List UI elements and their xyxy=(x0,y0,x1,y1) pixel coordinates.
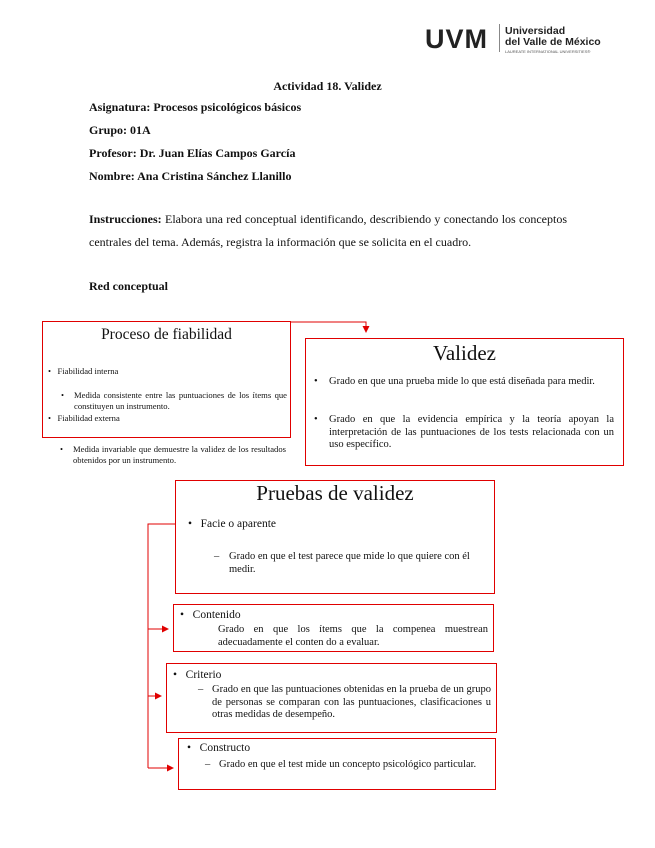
fiabilidad-item2-text: Fiabilidad externa xyxy=(57,413,120,423)
nombre: Nombre: Ana Cristina Sánchez Llanillo xyxy=(89,169,292,183)
validez-item2: • Grado en que la evidencia empírica y la teoría apoyan la interpretación de las puntuaciones de los tests relacionada con un uso específico. xyxy=(314,414,614,450)
facie-sub: – Grado en que el test parece que mide lo que quiere con él medir. xyxy=(214,551,489,576)
validez-item1: • Grado en que una prueba mide lo que está diseñada para medir. xyxy=(314,376,614,389)
logo-name-line1: Universidad xyxy=(505,25,566,37)
instructions-text: Elabora una red conceptual identificando, describiendo y conectando los conceptos centrales del tema. Además, registra la información que se solicita en el cuadro. xyxy=(89,212,567,249)
uvm-logo-brand: UVM xyxy=(425,24,488,54)
pruebas-title: Pruebas de validez xyxy=(256,481,414,505)
constructo-box xyxy=(178,738,496,790)
section-title: Red conceptual xyxy=(89,279,168,293)
fiabilidad-item1-text: Fiabilidad interna xyxy=(57,366,119,376)
criterio-box xyxy=(166,663,497,733)
contenido-text: Contenido xyxy=(192,609,241,621)
grupo: Grupo: 01A xyxy=(89,123,151,137)
validez-title: Validez xyxy=(433,341,496,365)
facie-text: Facie o aparente xyxy=(200,518,277,530)
criterio-text: Criterio xyxy=(185,669,222,681)
asignatura: Asignatura: Procesos psicológicos básicos xyxy=(89,100,302,114)
constructo-item: • Constructo xyxy=(187,742,251,754)
fiabilidad-item2-sub-text: Medida invariable que demuestre la validez de los resultados obtenidos por un instrumento. xyxy=(73,444,286,465)
validez-box xyxy=(305,338,624,466)
logo-name-line2: del Valle de México xyxy=(505,36,601,48)
constructo-text: Constructo xyxy=(199,742,251,754)
fiabilidad-item2-sub: • Medida invariable que demuestre la validez de los resultados obtenidos por un instrumento. xyxy=(60,444,286,465)
fiabilidad-title: Proceso de fiabilidad xyxy=(101,326,232,343)
pruebas-box xyxy=(175,480,495,594)
contenido-box xyxy=(173,604,494,652)
logo-tagline: LAUREATE INTERNATIONAL UNIVERSITIES® xyxy=(505,49,591,54)
contenido-sub: Grado en que los ítems que la compenea muestrean adecuadamente el conten do a evaluar. xyxy=(218,624,488,648)
fiabilidad-box xyxy=(42,321,291,438)
criterio-item: • Criterio xyxy=(173,669,222,681)
facie-sub-text: Grado en que el test parece que mide lo que quiere con él medir. xyxy=(229,551,470,575)
contenido-item: • Contenido xyxy=(180,609,241,621)
fiabilidad-item1-sub-text: Medida consistente entre las puntuaciones de los ítems que constituyen un instrumento. xyxy=(74,390,287,411)
fiabilidad-item1: • Fiabilidad interna xyxy=(48,366,119,376)
page-title: Actividad 18. Validez xyxy=(273,79,382,93)
criterio-sub-text: Grado en que las puntuaciones obtenidas en la prueba de un grupo de personas se comparan con las puntuaciones, clasificaciones u otras medidas de desempeño. xyxy=(212,684,491,720)
profesor: Profesor: Dr. Juan Elías Campos García xyxy=(89,146,296,160)
criterio-sub: – Grado en que las puntuaciones obtenidas en la prueba de un grupo de personas se comparan con las puntuaciones, clasificaciones u otras medidas de desempeño. xyxy=(198,684,491,720)
constructo-sub-text: Grado en que el test mide un concepto psicológico particular. xyxy=(219,759,477,770)
constructo-sub: – Grado en que el test mide un concepto psicológico particular. xyxy=(205,759,489,772)
fiabilidad-item2: • Fiabilidad externa xyxy=(48,413,120,423)
instructions-label: Instrucciones: xyxy=(89,212,162,226)
validez-item2-text: Grado en que la evidencia empírica y la teoría apoyan la interpretación de las puntuaciones de los tests relacionada con un uso específico. xyxy=(329,414,614,450)
facie-item: • Facie o aparente xyxy=(188,518,277,530)
arrow-fiabilidad-validez xyxy=(290,322,366,332)
fiabilidad-item1-sub: • Medida consistente entre las puntuaciones de los ítems que constituyen un instrumento. xyxy=(61,390,287,411)
validez-item1-text: Grado en que una prueba mide lo que está diseñada para medir. xyxy=(329,376,595,387)
